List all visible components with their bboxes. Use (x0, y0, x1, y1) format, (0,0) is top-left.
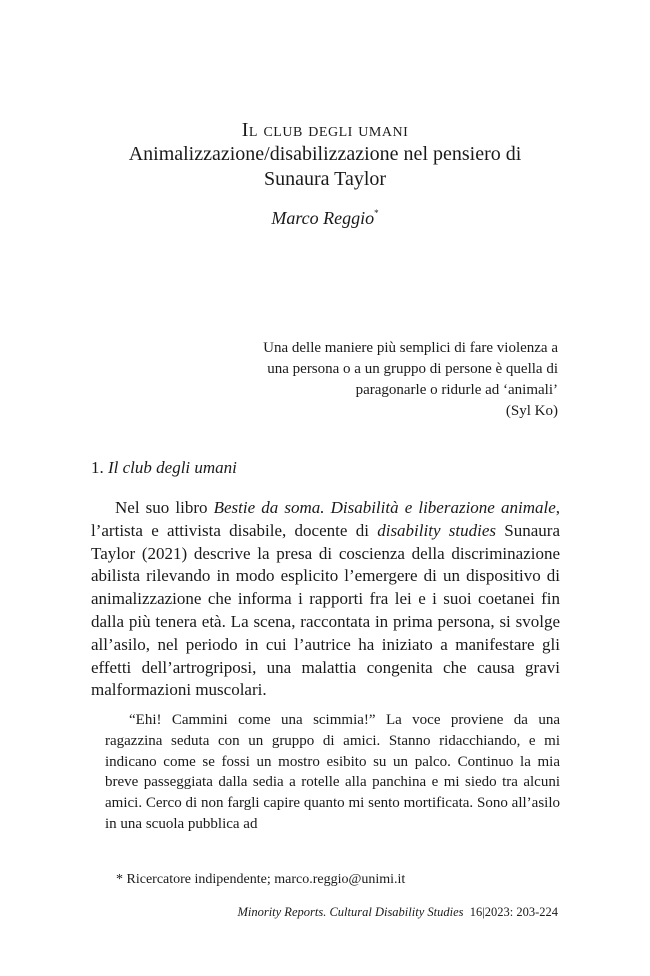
epigraph-line: Una delle maniere più semplici di fare violenza a (263, 340, 558, 356)
author-line (0, 208, 650, 229)
field-name: disability studies (377, 520, 497, 540)
footnote: * Ricercatore indipendente; marco.reggio@unimi.it (116, 872, 406, 887)
article-title: Il club degli umani (241, 119, 409, 141)
section-heading (91, 458, 237, 478)
section-title: Il club degli umani (108, 458, 237, 477)
article-subtitle-line1: Animalizzazione/disabilizzazione nel pensiero di (128, 143, 522, 165)
epigraph-source: (Syl Ko) (505, 403, 558, 419)
book-title: Bestie da soma. Disabilità e liberazione animale (213, 498, 556, 517)
body-text-run: Sunaura Taylor (2021) descrive la presa di coscienza della discriminazione abilista rilevando in modo esplicito l’emergere di un dispositivo di animalizzazione che informa i rapporti fra lei e i suoi coetanei fin dalla più tenera età. La scena, raccontata in prima persona, si svolge all’asilo, nel periodo in cui l’autrice ha iniziato a manifestare gli effetti dell’artrogriposi, una malattia congenita che causa gravi malformazioni muscolari. (91, 520, 561, 700)
author-name: Marco Reggio (271, 208, 375, 228)
epigraph (198, 338, 558, 422)
body-text-run: Nel suo libro (115, 498, 214, 517)
title-block (0, 118, 650, 192)
epigraph-line: una persona o a un gruppo di persone è quella di (267, 361, 558, 377)
body-text-run: , l’artista e attivista disabile, docente di (91, 498, 560, 540)
journal-name: Minority Reports. Cultural Disability Studies (237, 905, 464, 919)
quote-text: “Ehi! Cammini come una scimmia!” La voce proviene da una ragazzina seduta con un gruppo di amici. Stanno ridacchiando, e mi indicano come se fossi un mostro esibito su un palco. Continuo la mia breve passeggiata dalla sedia a rotelle alla panchina e mi siedo tra alcuni amici. Cerco di non fargli capire quanto mi sento mortificata. Sono all’asilo in una scuola pubblica ad (105, 712, 560, 832)
author-footnote-mark: * (374, 208, 379, 218)
body-paragraph (91, 497, 560, 702)
article-subtitle-line2: Sunaura Taylor (263, 168, 387, 190)
block-quote (105, 710, 560, 835)
page-footer (237, 905, 558, 920)
journal-issue: 16|2023: 203-224 (469, 905, 558, 919)
section-number: 1. (91, 458, 104, 477)
epigraph-line: paragonarle o ridurle ad ‘animali’ (355, 382, 558, 398)
